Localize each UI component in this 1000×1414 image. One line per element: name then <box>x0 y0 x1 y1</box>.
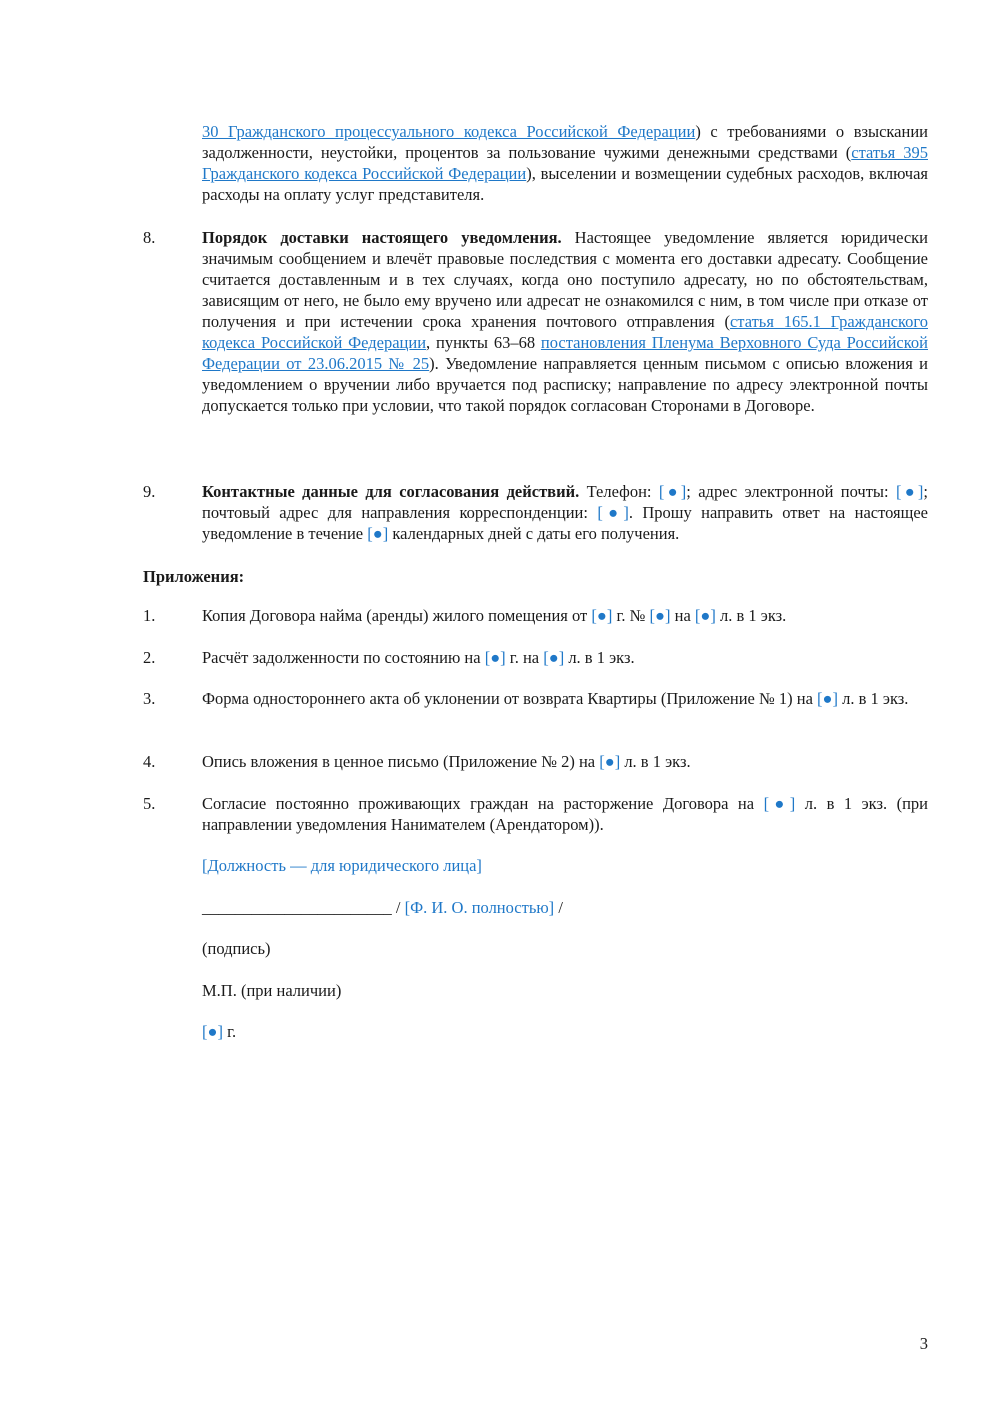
item-text: Настоящее уведомление является юридически значимым сообщением и влечёт правовые последствия с момента его доставки адресату. Сообщение считается доставленным и в тех случаях, когда оно поступило адресату, но по обстоятельствам, зависящим от него, не было ему вручено или адресат не ознакомился с ним, в том числе при отказе от получения и при истечении срока хранения почтового отправления ( <box>202 228 928 331</box>
continuation-text-1: ) с требованиями о взыскании задолженности, неустойки, процентов за пользование чужими денежными средствами ( <box>202 122 928 162</box>
signature-line-end: / <box>554 898 563 917</box>
appendix-item <box>202 647 928 668</box>
appendix-item <box>202 605 928 626</box>
signature-line <box>202 897 563 918</box>
placeholder: [●] <box>649 606 671 625</box>
appendix-item <box>202 793 928 835</box>
continuation-text-2: ), выселении и возмещении судебных расходов, включая расходы на оплату услуг представителя. <box>202 164 929 204</box>
placeholder: [●] <box>484 648 506 667</box>
appendix-text: Согласие постоянно проживающих граждан на расторжение Договора на <box>202 794 764 813</box>
appendix-text: Форма одностороннего акта об уклонении от возврата Квартиры (Приложение № 1) на <box>202 689 818 708</box>
signature-date <box>202 1021 236 1042</box>
appendix-number: 2. <box>143 648 156 667</box>
response-days-placeholder: [●] <box>367 524 389 543</box>
contact-details-paragraph <box>202 481 928 544</box>
date-suffix: г. <box>222 1022 237 1041</box>
placeholder: [●] <box>543 648 565 667</box>
appendix-text: г. на <box>505 648 544 667</box>
stamp-label: М.П. (при наличии) <box>202 981 342 1000</box>
page-number: 3 <box>919 1334 928 1353</box>
placeholder: [●] <box>694 606 716 625</box>
phone-placeholder: [●] <box>658 482 687 501</box>
date-placeholder: [●] <box>202 1022 223 1041</box>
postal-address-placeholder: [●] <box>597 503 629 522</box>
item-text: . Прошу направить ответ на настоящее уведомление в течение <box>202 503 928 543</box>
appendix-text: л. в 1 экз. <box>620 752 691 771</box>
placeholder: [●] <box>599 752 621 771</box>
signature-underline: _______________________ / <box>202 898 405 917</box>
supreme-court-plenum-link[interactable]: постановления Пленума Верховного Суда Российской Федерации от 23.06.2015 № 25 <box>202 333 928 373</box>
item-text: ; почтовый адрес для направления корреспонденции: <box>202 482 928 522</box>
delivery-procedure-paragraph <box>202 227 928 416</box>
appendices-title: Приложения: <box>143 567 245 586</box>
appendix-text: л. в 1 экз. <box>715 606 787 625</box>
appendix-text: Копия Договора найма (аренды) жилого помещения от <box>202 606 592 625</box>
email-placeholder: [●] <box>895 482 924 501</box>
appendix-text: Опись вложения в ценное письмо (Приложение № 2) на <box>202 752 600 771</box>
appendix-number: 5. <box>143 794 156 813</box>
placeholder: [●] <box>817 689 838 708</box>
item-heading: Порядок доставки настоящего уведомления. <box>202 228 562 247</box>
placeholder: [●] <box>763 794 796 813</box>
appendix-number: 1. <box>143 606 156 625</box>
placeholder: [●] <box>591 606 613 625</box>
appendix-number: 3. <box>143 689 156 708</box>
appendix-text: л. в 1 экз. <box>838 689 909 708</box>
item-number: 9. <box>143 482 156 501</box>
appendix-item <box>202 751 928 772</box>
signatory-position-placeholder: [Должность — для юридического лица] <box>202 856 482 875</box>
item-text: Телефон: <box>579 482 659 501</box>
item-number: 8. <box>143 228 156 247</box>
item-text: ; адрес электронной почты: <box>686 482 896 501</box>
appendix-text: л. в 1 экз. <box>564 648 635 667</box>
appendix-text: Расчёт задолженности по состоянию на <box>202 648 485 667</box>
item-text: , пункты 63–68 <box>426 333 541 352</box>
item-text: ). Уведомление направляется ценным письмом с описью вложения и уведомлением о вручении либо вручается под расписку; направление по адресу электронной почты допускается только при условии, что такой порядок согласован Сторонами в Договоре. <box>202 354 928 415</box>
civil-procedure-code-link[interactable]: 30 Гражданского процессуального кодекса Российской Федерации <box>202 122 696 141</box>
appendix-number: 4. <box>143 752 156 771</box>
full-name-placeholder: [Ф. И. О. полностью] <box>404 898 555 917</box>
item-text: календарных дней с даты его получения. <box>388 524 680 543</box>
signature-label: (подпись) <box>202 939 271 958</box>
appendix-text: на <box>670 606 695 625</box>
appendix-text: л. в 1 экз. (при направлении уведомления Нанимателем (Арендатором)). <box>202 794 928 834</box>
item-heading: Контактные данные для согласования действий. <box>202 482 580 501</box>
continuation-paragraph <box>202 121 928 205</box>
appendix-text: г. № <box>612 606 650 625</box>
civil-code-article-165-link[interactable]: статья 165.1 Гражданского кодекса Российской Федерации <box>202 312 928 352</box>
appendix-item <box>202 688 928 709</box>
civil-code-article-395-link[interactable]: статья 395 Гражданского кодекса Российской Федерации <box>202 143 928 183</box>
